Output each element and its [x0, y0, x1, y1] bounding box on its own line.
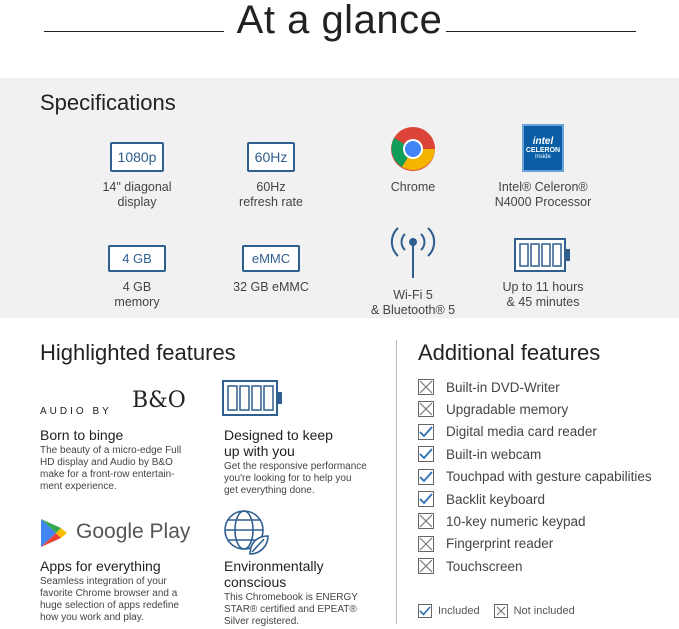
x-icon	[418, 401, 434, 417]
feature-desc: favorite Chrome browser and a	[40, 588, 178, 599]
google-play-logo	[40, 516, 210, 550]
feature-title: Apps for everything	[40, 558, 161, 574]
audio-by-bo-logo	[40, 386, 190, 420]
x-icon	[418, 558, 434, 574]
spec-label: 32 GB eMMC	[233, 280, 309, 294]
intel-badge-text: CELERON	[525, 147, 561, 154]
spec-label: Wi-Fi 5	[393, 288, 433, 302]
feature-designed-to-keep-up	[224, 427, 399, 497]
additional-feature-label: Built-in webcam	[446, 446, 542, 462]
check-icon	[418, 491, 434, 507]
feature-title: up with you	[224, 443, 295, 459]
additional-feature-item	[418, 444, 541, 464]
spec-wireless	[338, 224, 488, 318]
spec-display	[62, 124, 212, 210]
bo-logo-icon: B&O	[132, 388, 186, 413]
spec-label: memory	[114, 295, 160, 309]
feature-born-to-binge	[40, 427, 215, 493]
feature-desc: The beauty of a micro-edge Full	[40, 445, 182, 456]
additional-feature-label: 10-key numeric keypad	[446, 513, 586, 529]
feature-desc: get everything done.	[224, 485, 315, 496]
additional-feature-label: Backlit keyboard	[446, 491, 546, 507]
chrome-logo-icon	[390, 126, 436, 172]
intel-celeron-badge-icon	[522, 124, 564, 172]
additional-feature-label: Built-in DVD-Writer	[446, 379, 560, 395]
check-icon	[418, 469, 434, 485]
spec-chrome	[338, 124, 488, 195]
additional-feature-item	[418, 467, 652, 487]
feature-desc: STAR® certified and EPEAT®	[224, 604, 357, 615]
spec-battery	[468, 224, 618, 310]
additional-feature-item	[418, 399, 568, 419]
x-icon	[418, 513, 434, 529]
spec-label: refresh rate	[239, 195, 303, 209]
spec-label: 60Hz	[256, 180, 286, 194]
spec-refresh-rate	[196, 124, 346, 210]
memory-chip-icon: 4 GB	[108, 245, 166, 272]
eco-globe-icon	[222, 508, 270, 556]
audio-by-text: AUDIO BY	[40, 406, 112, 417]
specifications-panel	[0, 78, 679, 318]
google-play-text: Google Play	[76, 520, 191, 543]
refresh-60hz-icon: 60Hz	[247, 142, 296, 172]
spec-label: Chrome	[390, 180, 436, 194]
legend-not-included-label: Not included	[513, 605, 575, 617]
page-title: At a glance	[236, 0, 443, 42]
additional-feature-item	[418, 489, 545, 509]
additional-feature-item	[418, 511, 586, 531]
feature-title: Environmentally	[224, 558, 324, 574]
spec-label: & Bluetooth® 5	[370, 303, 456, 317]
feature-desc: how you work and play.	[40, 612, 144, 623]
feature-desc: Seamless integration of your	[40, 576, 167, 587]
additional-feature-item	[418, 534, 553, 554]
feature-desc: make for a front-row entertain-	[40, 469, 175, 480]
feature-desc: Silver registered.	[224, 616, 300, 627]
additional-feature-label: Touchscreen	[446, 558, 523, 574]
feature-desc: huge selection of apps redefine	[40, 600, 179, 611]
x-icon	[418, 536, 434, 552]
battery-icon	[222, 380, 284, 416]
x-icon	[418, 379, 434, 395]
wifi-antenna-icon	[387, 226, 439, 280]
x-icon	[494, 604, 508, 618]
feature-title: conscious	[224, 574, 287, 590]
spec-processor	[468, 116, 618, 210]
feature-title: Born to binge	[40, 427, 124, 443]
feature-desc: ment experience.	[40, 481, 117, 492]
additional-feature-label: Digital media card reader	[446, 424, 597, 440]
resolution-1080p-icon: 1080p	[110, 142, 165, 172]
check-icon	[418, 446, 434, 462]
additional-features-title: Additional features	[418, 340, 601, 365]
page-header	[0, 0, 679, 78]
feature-desc: This Chromebook is ENERGY	[224, 592, 358, 603]
spec-label: Up to 11 hours	[502, 280, 584, 294]
spec-label: display	[117, 195, 157, 209]
spec-label: N4000 Processor	[494, 195, 592, 209]
feature-desc: Get the responsive performance	[224, 461, 367, 472]
spec-label: Intel® Celeron®	[498, 180, 588, 194]
additional-feature-item	[418, 556, 523, 576]
spec-label: & 45 minutes	[506, 295, 580, 309]
spec-label: 14" diagonal	[102, 180, 172, 194]
specifications-title: Specifications	[40, 90, 176, 115]
additional-feature-label: Touchpad with gesture capabilities	[446, 469, 652, 485]
legend	[418, 604, 575, 618]
battery-icon	[514, 238, 572, 272]
additional-feature-item	[418, 422, 597, 442]
intel-badge-text: inside	[535, 154, 551, 160]
feature-desc: you're looking for to help you	[224, 473, 352, 484]
column-divider	[396, 340, 397, 624]
feature-apps-for-everything	[40, 558, 215, 624]
additional-feature-item	[418, 377, 560, 397]
spec-memory	[62, 224, 212, 310]
intel-badge-text: intel	[532, 136, 554, 147]
check-icon	[418, 604, 432, 618]
legend-included-label: Included	[438, 605, 480, 617]
check-icon	[418, 424, 434, 440]
additional-feature-label: Fingerprint reader	[446, 536, 554, 552]
highlighted-features-title: Highlighted features	[40, 340, 236, 365]
spec-label: 4 GB	[122, 280, 152, 294]
emmc-storage-icon: eMMC	[242, 245, 300, 272]
additional-feature-label: Upgradable memory	[446, 401, 569, 417]
header-rule-right	[446, 31, 636, 32]
feature-environmentally-conscious	[224, 558, 399, 628]
google-play-icon	[40, 518, 68, 548]
spec-storage	[196, 224, 346, 295]
feature-desc: HD display and Audio by B&O	[40, 457, 173, 468]
feature-title: Designed to keep	[224, 427, 333, 443]
